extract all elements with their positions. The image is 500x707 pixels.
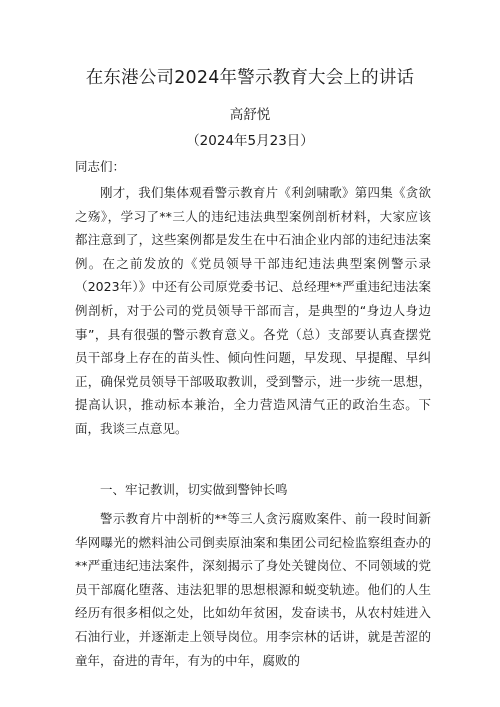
body-paragraph-2: 警示教育片中剖析的**等三人贪污腐败案件、前一段时间新华网曝光的燃料油公司倒卖原油案和集团公司纪检监察组查办的**严重违纪违法案件，深刻揭示了身处关键岗位、不同领域的党员干部腐化堕落、违法犯罪的思想根源和蜕变轨迹。他们的人生经历有很多相似之处，比如幼年贫困，发奋读书，从农村娃进入石油行业，并逐渐走上领导岗位。用李宗林的话讲，就是苦涩的童年，奋进的青年，有为的中年，腐败的 (75, 511, 431, 668)
speech-date: （2024年5月23日） (186, 133, 314, 149)
body-paragraph-1: 刚才，我们集体观看警示教育片《利剑啸歌》第四集《贪欲之殇》，学习了**三人的违纪违法典型案例剖析材料，大家应该都注意到了，这些案例都是发生在中石油企业内部的违纪违法案例。在之前发放的《党员领导干部违纪违法典型案例警示录（2023年）》中还有公司原党委书记、总经理**严重违纪违法案例剖析，对于公司的党员领导干部而言，是典型的“身边人身边事”，具有很强的警示教育意义。各党（总）支部要认真查摆党员干部身上存在的苗头性、倾向性问题，早发现、早提醒、早纠正，确保党员领导干部吸取教训，受到警示，进一步统一思想，提高认识，推动标本兼治，全力营造风清气正的政治生态。下面，我谈三点意见。 (75, 185, 431, 436)
speech-title: 在东港公司2024年警示教育大会上的讲话 (85, 68, 415, 88)
author-name: 高舒悦 (229, 107, 271, 123)
salutation: 同志们： (75, 159, 126, 174)
section-heading-1: 一、牢记教训，切实做到警钟长鸣 (100, 482, 288, 497)
